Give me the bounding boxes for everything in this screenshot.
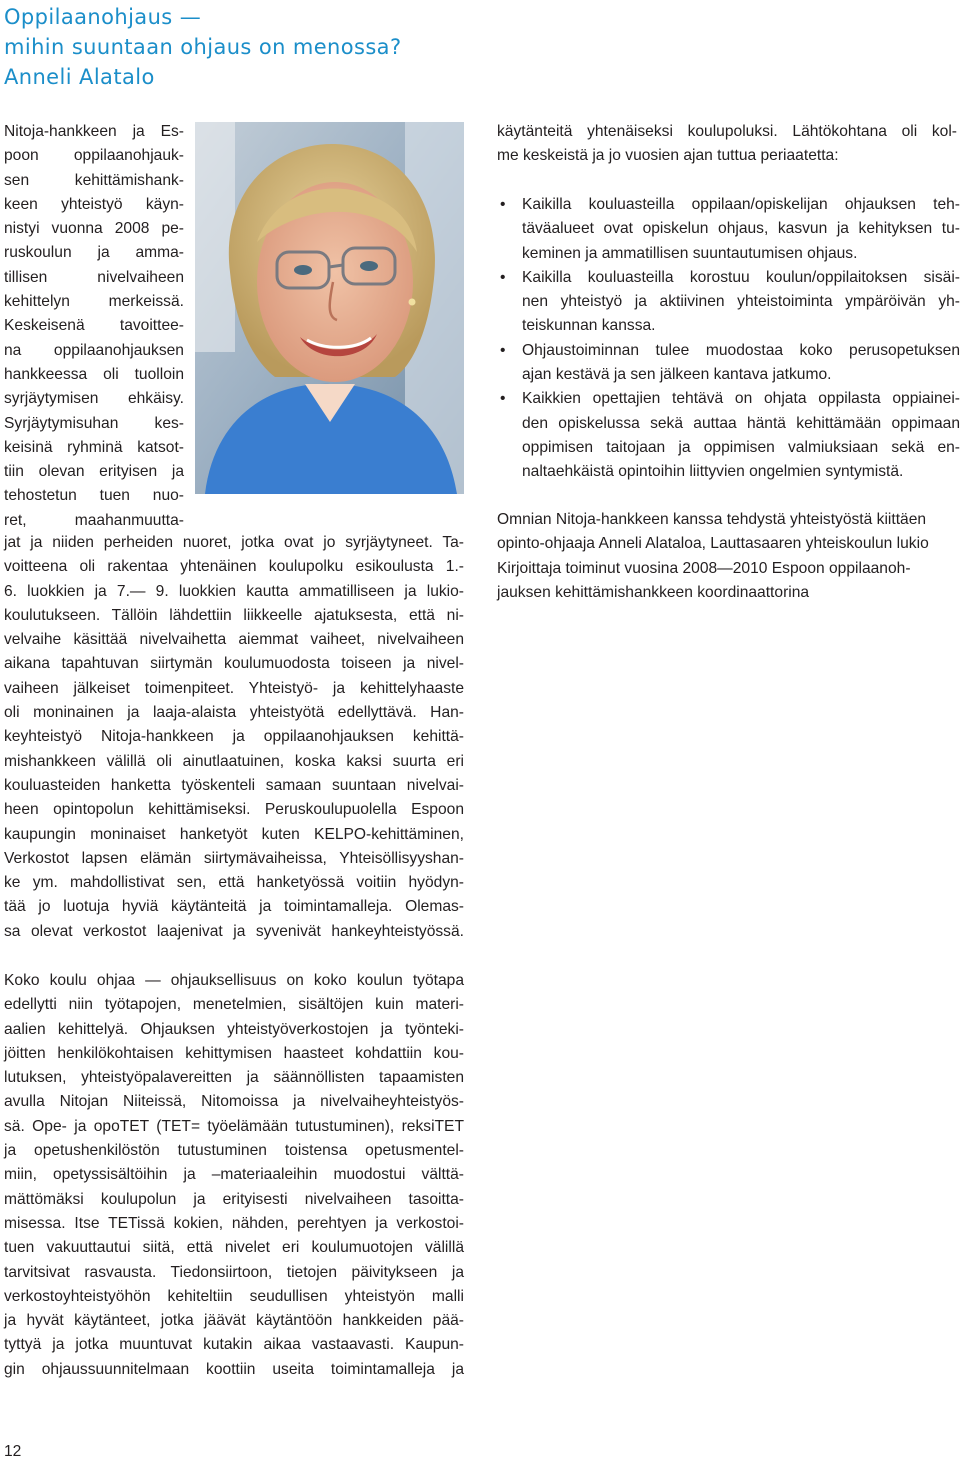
text-line: miin, opetyssisältöihin ja –materiaaleihin muodostui välttä- [4,1166,464,1184]
principles-list [497,193,960,485]
text-line: den opiskelussa sekä auttaa häntä kehittämään oppimaan [522,414,960,432]
text-line: velvaihe käsittää nivelvaihetta aiemmat vaiheet, nivelvaiheen [4,631,464,649]
article-title [4,2,402,92]
text-line: Kirjoittaja toiminut vuosina 2008—2010 Espoon oppilaanoh- [497,559,911,577]
text-line: jat ja niiden perheiden nuoret, jotka ovat jo syrjäytyneet. Ta- [4,534,464,551]
text-line: tyttyä ja jotka muuntuvat kutakin aikaa vastaavasti. Kaupun- [4,1336,464,1354]
text-line: tehostetun tuen nuo- [4,487,184,505]
text-line: lutuksen, yhteistyöpalavereitten ja säännöllisten tapaamisten [4,1069,464,1087]
text-line: tuen vakuuttautui siitä, että nivelet eri koulumuotojen välillä [4,1239,464,1257]
text-line: me keskeistä ja jo vuosien ajan tuttua periaatetta: [497,147,839,165]
bullet-icon: • [500,196,506,213]
text-line: mättömäksi koulupolun ja erityisesti nivelvaiheen tasoitta- [4,1190,464,1208]
text-line: syrjäytymisen ehkäisy. [4,390,184,408]
text-line: verkostoyhteistyöhön kehiteltiin seudullisen yhteistyön malli [4,1287,464,1305]
text-line: jöitten henkilökohtaisen kehittymisen haasteet kohdattiin kou- [4,1044,464,1062]
text-line: ajan kestävä ja sen jälkeen kantava jatkumo. [522,366,832,384]
text-line: mishankkeen välillä oli ainutlaatuinen, koska kaksi suurta eri [4,752,464,770]
text-line: tää jo luotuja hyviä käytänteitä ja toimintamalleja. Olemas- [4,898,464,916]
text-line: sa olevat verkostot laajenivat ja syvenivät hankeyhteistyössä. [4,922,464,940]
text-line: Koko koulu ohjaa — ohjauksellisuus on koko koulun työtapa [4,972,464,989]
intro-wrapped-paragraph [4,120,184,533]
col2-intro-paragraph [497,120,957,169]
text-line: täväalueet ovat opiskelun ohjaus, kasvun ja kehityksen tu- [522,220,960,238]
text-line: Keskeisenä tavoittee- [4,317,184,335]
list-item [497,266,960,339]
body-paragraph-1 [4,531,464,944]
text-line: poon oppilaanohjauk- [4,147,184,165]
author-portrait-photo [195,122,464,494]
text-line: kaupungin moninaiset hanketyöt kuten KELPO-kehittäminen, [4,825,464,843]
text-line: käytänteitä yhtenäiseksi koulupoluksi. Lähtökohtana oli kol- [497,123,957,140]
bullet-icon: • [500,390,506,408]
text-line: voitteena oli rakentaa yhtenäinen koulupolku esikoulusta 1.- [4,558,464,576]
text-line: keyhteistyö Nitoja-hankkeen ja oppilaanohjauksen kehittä- [4,728,464,746]
text-line: kouluasteiden hanketta työskenteli samaan suuntaan nivelvai- [4,776,464,794]
text-line: tiin olevan erityisen ja [4,463,184,481]
list-item [497,339,960,388]
page-number: 12 [4,1443,22,1460]
text-line: oli moninainen ja laaja-alaista yhteistyötä edellyttävä. Han- [4,704,464,722]
text-line: vaiheen jälkeiset toimenpiteet. Yhteistyö- ja kehittelyhaaste [4,679,464,697]
text-line: edellytti niin työtapojen, menetelmien, sisältöjen kuin materi- [4,996,464,1014]
body-paragraph-2 [4,969,464,1382]
text-line: kehittelyn merkeissä. [4,293,184,311]
text-line: hankkeessa oli tuolloin [4,365,184,383]
text-line: oppimisen taitojaan ja oppimisen valmiuksiaan sekä en- [522,438,960,456]
list-item [497,387,960,484]
text-line: ja hyvät käytänteet, jotka jäävät käytäntöön hankkeiden pää- [4,1312,464,1330]
text-line: Verkostot lapsen elämän siirtymävaiheissa, Yhteisöllisyyshan- [4,849,464,867]
author-note-paragraph [497,508,957,605]
text-line: ke ym. mahdollistivat sen, että hanketyössä voitiin hyödyn- [4,874,464,892]
text-line: 6. luokkien ja 7.— 9. luokkien kautta ammatilliseen ja lukio- [4,582,464,600]
text-line: keen yhteistyö käyn- [4,195,184,213]
text-line: sen kehittämishank- [4,171,184,189]
text-line: ja opetushenkilöstön tutustuminen toistensa opetusmentel- [4,1142,464,1160]
list-item [497,193,960,266]
text-line: keminen ja ammatillisen suuntautumisen ohjaus. [522,244,858,262]
text-line: Kaikilla kouluasteilla oppilaan/opiskelijan ohjauksen teh- [522,196,960,213]
text-line: jauksen kehittämishankkeen koordinaattorina [497,583,810,601]
text-line: Nitoja-hankkeen ja Es- [4,123,184,140]
text-line: opinto-ohjaaja Anneli Alataloa, Lauttasaaren yhteiskoulun lukio [497,535,929,553]
author-name: Anneli Alatalo [4,65,155,89]
text-line: Kaikilla kouluasteilla korostuu koulun/oppilaitoksen sisäi- [522,268,960,286]
text-line: tillisen nivelvaiheen [4,268,184,286]
text-line: teiskunnan kanssa. [522,317,656,335]
text-line: gin ohjaussuunnitelmaan koottiin useita toimintamalleja ja [4,1360,464,1378]
text-line: koulutukseen. Tällöin lähdettiin liikkeelle ajatuksesta, että ni- [4,606,464,624]
text-line: ruskoulun ja amma- [4,244,184,262]
title-line: mihin suuntaan ohjaus on menossa? [4,35,402,59]
text-line: aalien kehittelyä. Ohjauksen yhteistyöverkostojen ja työnteki- [4,1020,464,1038]
text-line: heen opintopolun kehittämiseksi. Peruskoulupuolella Espoon [4,801,464,819]
text-line: sä. Ope- ja opoTET (TET= työelämään tutustuminen), reksiTET [4,1117,464,1135]
text-line: Ohjaustoiminnan tulee muodostaa koko perusopetuksen [522,341,960,359]
text-line: nen yhteistyö ja aktiivinen yhteistoiminta ympäröivän yh- [522,293,960,311]
text-line: naltaehkäistä opintoihin liittyvien ongelmien syntymistä. [522,463,904,481]
text-line: keisinä ryhminä katsot- [4,438,184,456]
text-line: avulla Nitojan Niiteissä, Nitomoissa ja nivelvaiheyhteistyös- [4,1093,464,1111]
text-line: Kaikkien opettajien tehtävä on ohjata oppilasta oppiainei- [522,390,960,408]
text-line: aikana tapahtuvan siirtymän koulumuodosta toiseen ja nivel- [4,655,464,673]
text-line: Syrjäytymisuhan kes- [4,414,184,432]
bullet-icon: • [500,268,506,286]
text-line: misessa. Itse TETissä kokien, nähden, perehtyen ja verkostoi- [4,1214,464,1232]
title-line: Oppilaanohjaus — [4,5,202,29]
text-line: tarvitsivat rasvausta. Tiedonsiirtoon, tietojen päivitykseen ja [4,1263,464,1281]
text-line: nistyi vuonna 2008 pe- [4,220,184,238]
text-line: na oppilaanohjauksen [4,341,184,359]
text-line: ret, maahanmuutta- [4,511,184,529]
text-line: Omnian Nitoja-hankkeen kanssa tehdystä yhteistyöstä kiittäen [497,511,927,528]
bullet-icon: • [500,341,506,359]
